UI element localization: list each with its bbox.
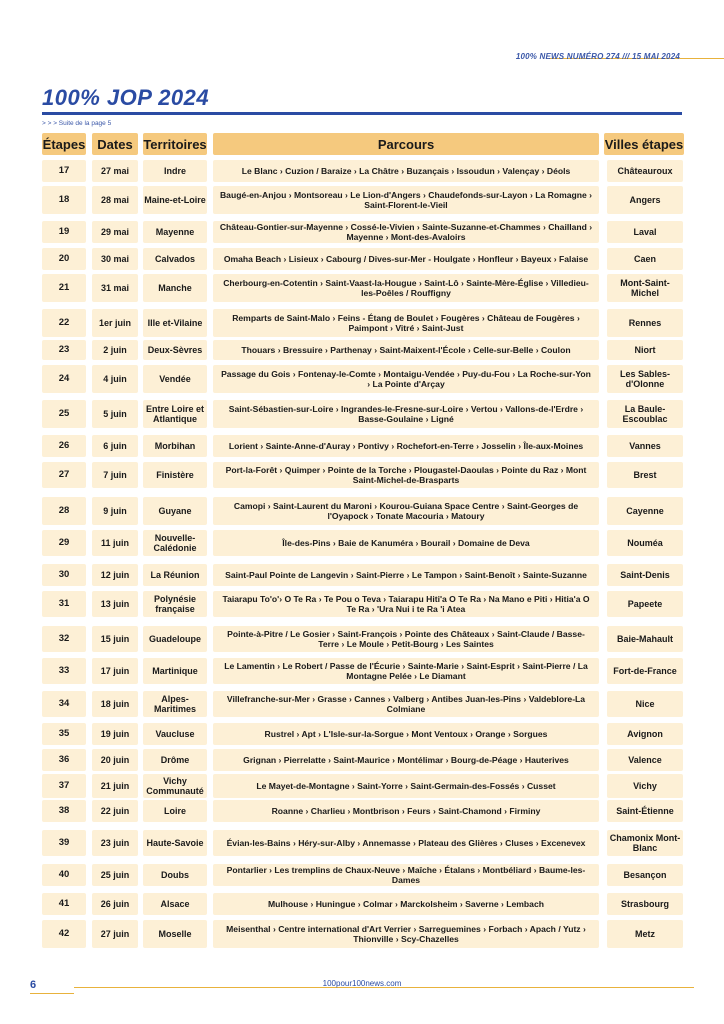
cell-territoire: Maine-et-Loire (143, 186, 207, 214)
cell-parcours: Cherbourg-en-Cotentin › Saint-Vaast-la-Hougue › Saint-Lô › Sainte-Mère-Église › Villedieu-les-Poêles / Rouffigny (213, 274, 599, 302)
table-row (0, 658, 724, 684)
cell-date: 9 juin (92, 497, 138, 525)
cell-territoire: Ille et-Vilaine (143, 309, 207, 337)
cell-etape: 22 (42, 309, 86, 337)
cell-etape: 38 (42, 800, 86, 822)
cell-parcours: Saint-Paul Pointe de Langevin › Saint-Pierre › Le Tampon › Saint-Benoît › Sainte-Suzanne (213, 564, 599, 586)
cell-ville: Chamonix Mont-Blanc (607, 830, 683, 856)
cell-territoire: Vichy Communauté (143, 774, 207, 798)
cell-ville: Cayenne (607, 497, 683, 525)
cell-ville: La Baule-Escoublac (607, 400, 683, 428)
table-row (0, 626, 724, 652)
cell-parcours: Grignan › Pierrelatte › Saint-Maurice › Montélimar › Bourg-de-Péage › Hauterives (213, 749, 599, 771)
section-title: 100% JOP 2024 (42, 85, 210, 110)
cell-ville: Papeete (607, 591, 683, 617)
cell-ville: Rennes (607, 309, 683, 337)
cell-date: 15 juin (92, 626, 138, 652)
cell-date: 31 mai (92, 274, 138, 302)
cell-parcours: Évian-les-Bains › Héry-sur-Alby › Annemasse › Plateau des Glières › Cluses › Excenevex (213, 830, 599, 856)
cell-territoire: Loire (143, 800, 207, 822)
column-header-dates: Dates (92, 133, 138, 155)
cell-etape: 36 (42, 749, 86, 771)
cell-etape: 19 (42, 221, 86, 243)
cell-etape: 21 (42, 274, 86, 302)
cell-territoire: Guadeloupe (143, 626, 207, 652)
cell-parcours: Port-la-Forêt › Quimper › Pointe de la Torche › Plougastel-Daoulas › Pointe du Raz › Mont Saint-Michel-de-Brasparts (213, 462, 599, 488)
cell-ville: Baie-Mahault (607, 626, 683, 652)
cell-territoire: Vaucluse (143, 723, 207, 745)
cell-date: 30 mai (92, 248, 138, 270)
cell-territoire: Polynésie française (143, 591, 207, 617)
cell-parcours: Meisenthal › Centre international d'Art Verrier › Sarreguemines › Forbach › Apach / Yutz › Thionville › Scy-Chazelles (213, 920, 599, 948)
cell-ville: Mont-Saint-Michel (607, 274, 683, 302)
cell-date: 6 juin (92, 435, 138, 457)
cell-territoire: Morbihan (143, 435, 207, 457)
cell-territoire: Entre Loire et Atlantique (143, 400, 207, 428)
table-row (0, 530, 724, 556)
cell-etape: 28 (42, 497, 86, 525)
cell-territoire: Deux-Sèvres (143, 340, 207, 360)
cell-etape: 25 (42, 400, 86, 428)
cell-parcours: Baugé-en-Anjou › Montsoreau › Le Lion-d'Angers › Chaudefonds-sur-Layon › La Romagne › Saint-Florent-le-Vieil (213, 186, 599, 214)
table-row (0, 497, 724, 525)
table-row (0, 800, 724, 822)
table-row (0, 830, 724, 856)
cell-etape: 20 (42, 248, 86, 270)
cell-ville: Châteauroux (607, 160, 683, 182)
cell-date: 28 mai (92, 186, 138, 214)
cell-etape: 40 (42, 864, 86, 886)
cell-etape: 23 (42, 340, 86, 360)
cell-date: 5 juin (92, 400, 138, 428)
cell-ville: Angers (607, 186, 683, 214)
cell-date: 19 juin (92, 723, 138, 745)
cell-ville: Niort (607, 340, 683, 360)
cell-date: 13 juin (92, 591, 138, 617)
cell-etape: 27 (42, 462, 86, 488)
cell-etape: 34 (42, 691, 86, 717)
cell-ville: Les Sables-d'Olonne (607, 365, 683, 393)
cell-ville: Besançon (607, 864, 683, 886)
table-row (0, 774, 724, 798)
cell-territoire: Haute-Savoie (143, 830, 207, 856)
table-row (0, 435, 724, 457)
cell-etape: 24 (42, 365, 86, 393)
cell-date: 1er juin (92, 309, 138, 337)
cell-date: 21 juin (92, 774, 138, 798)
table-row (0, 248, 724, 270)
cell-date: 27 juin (92, 920, 138, 948)
cell-parcours: Roanne › Charlieu › Montbrison › Feurs › Saint-Chamond › Firminy (213, 800, 599, 822)
cell-date: 23 juin (92, 830, 138, 856)
cell-ville: Nouméa (607, 530, 683, 556)
cell-etape: 26 (42, 435, 86, 457)
table-row (0, 591, 724, 617)
cell-parcours: Château-Gontier-sur-Mayenne › Cossé-le-Vivien › Sainte-Suzanne-et-Chammes › Chailland › Mayenne › Mont-des-Avaloirs (213, 221, 599, 243)
cell-parcours: Thouars › Bressuire › Parthenay › Saint-Maixent-l'École › Celle-sur-Belle › Coulon (213, 340, 599, 360)
cell-etape: 18 (42, 186, 86, 214)
cell-ville: Avignon (607, 723, 683, 745)
cell-date: 12 juin (92, 564, 138, 586)
cell-date: 7 juin (92, 462, 138, 488)
page-number: 6 (30, 979, 37, 991)
table-row (0, 340, 724, 360)
table-row (0, 864, 724, 886)
cell-etape: 33 (42, 658, 86, 684)
cell-ville: Strasbourg (607, 893, 683, 915)
cell-territoire: Mayenne (143, 221, 207, 243)
table-row (0, 400, 724, 428)
cell-territoire: Alpes-Maritimes (143, 691, 207, 717)
cell-territoire: Guyane (143, 497, 207, 525)
cell-territoire: Doubs (143, 864, 207, 886)
table-row (0, 723, 724, 745)
cell-territoire: La Réunion (143, 564, 207, 586)
cell-ville: Valence (607, 749, 683, 771)
cell-etape: 41 (42, 893, 86, 915)
cell-parcours: Remparts de Saint-Malo › Feins - Étang de Boulet › Fougères › Château de Fougères › Paimpont › Vitré › Saint-Just (213, 309, 599, 337)
cell-date: 22 juin (92, 800, 138, 822)
cell-parcours: Omaha Beach › Lisieux › Cabourg / Dives-sur-Mer - Houlgate › Honfleur › Bayeux › Falaise (213, 248, 599, 270)
cell-ville: Metz (607, 920, 683, 948)
cell-territoire: Finistère (143, 462, 207, 488)
cell-etape: 42 (42, 920, 86, 948)
column-header-etapes: Étapes (42, 133, 86, 155)
footer-rule-left (30, 993, 74, 994)
cell-date: 20 juin (92, 749, 138, 771)
cell-date: 25 juin (92, 864, 138, 886)
cell-etape: 39 (42, 830, 86, 856)
cell-etape: 29 (42, 530, 86, 556)
cell-parcours: Le Blanc › Cuzion / Baraize › La Châtre › Buzançais › Issoudun › Valençay › Déols (213, 160, 599, 182)
cell-date: 18 juin (92, 691, 138, 717)
cell-etape: 37 (42, 774, 86, 798)
table-row (0, 221, 724, 243)
cell-date: 27 mai (92, 160, 138, 182)
table-row (0, 749, 724, 771)
title-underline (42, 112, 682, 115)
cell-ville: Fort-de-France (607, 658, 683, 684)
cell-territoire: Martinique (143, 658, 207, 684)
issue-label: 100% NEWS NUMÉRO 274 /// 15 MAI 2024 (515, 52, 680, 61)
column-header-territoires: Territoires (143, 133, 207, 155)
continued-note: > > > Suite de la page 5 (42, 120, 112, 127)
cell-territoire: Calvados (143, 248, 207, 270)
table-row (0, 274, 724, 302)
table-row (0, 309, 724, 337)
cell-parcours: Pontarlier › Les tremplins de Chaux-Neuve › Maîche › Étalans › Montbéliard › Baume-les-Dames (213, 864, 599, 886)
cell-ville: Saint-Denis (607, 564, 683, 586)
cell-ville: Brest (607, 462, 683, 488)
table-row (0, 160, 724, 182)
cell-ville: Vichy (607, 774, 683, 798)
cell-parcours: Île-des-Pins › Baie de Kanuméra › Bourail › Domaine de Deva (213, 530, 599, 556)
cell-etape: 30 (42, 564, 86, 586)
table-row (0, 920, 724, 948)
cell-etape: 17 (42, 160, 86, 182)
cell-ville: Vannes (607, 435, 683, 457)
cell-date: 26 juin (92, 893, 138, 915)
cell-ville: Laval (607, 221, 683, 243)
cell-territoire: Drôme (143, 749, 207, 771)
cell-territoire: Alsace (143, 893, 207, 915)
cell-parcours: Le Lamentin › Le Robert / Passe de l'Écurie › Sainte-Marie › Saint-Esprit › Saint-Pierre / La Montagne Pelée › Le Diamant (213, 658, 599, 684)
table-row (0, 691, 724, 717)
cell-territoire: Indre (143, 160, 207, 182)
cell-date: 4 juin (92, 365, 138, 393)
cell-date: 17 juin (92, 658, 138, 684)
cell-parcours: Le Mayet-de-Montagne › Saint-Yorre › Saint-Germain-des-Fossés › Cusset (213, 774, 599, 798)
cell-territoire: Manche (143, 274, 207, 302)
cell-date: 29 mai (92, 221, 138, 243)
cell-date: 2 juin (92, 340, 138, 360)
cell-ville: Saint-Étienne (607, 800, 683, 822)
table-row (0, 186, 724, 214)
cell-parcours: Villefranche-sur-Mer › Grasse › Cannes › Valberg › Antibes Juan-les-Pins › Valdeblore-La Colmiane (213, 691, 599, 717)
cell-ville: Caen (607, 248, 683, 270)
table-row (0, 893, 724, 915)
cell-etape: 32 (42, 626, 86, 652)
table-row (0, 564, 724, 586)
cell-parcours: Mulhouse › Huningue › Colmar › Marckolsheim › Saverne › Lembach (213, 893, 599, 915)
table-row (0, 462, 724, 488)
cell-parcours: Passage du Gois › Fontenay-le-Comte › Montaigu-Vendée › Puy-du-Fou › La Roche-sur-Yon › La Pointe d'Arçay (213, 365, 599, 393)
column-header-parcours: Parcours (213, 133, 599, 155)
cell-etape: 35 (42, 723, 86, 745)
cell-parcours: Pointe-à-Pitre / Le Gosier › Saint-François › Pointe des Châteaux › Saint-Claude / Basse-Terre › Le Moule › Petit-Bourg › Les Saintes (213, 626, 599, 652)
footer-website: 100pour100news.com (322, 979, 402, 988)
cell-parcours: Taiarapu To'o'› O Te Ra › Te Pou o Teva › Taiarapu Hiti'a O Te Ra › Na Mano e Piti › Hitia'a O Te Ra › 'Ura Nui i te Ra 'i Atea (213, 591, 599, 617)
cell-ville: Nice (607, 691, 683, 717)
table-row (0, 365, 724, 393)
cell-territoire: Nouvelle-Calédonie (143, 530, 207, 556)
cell-parcours: Saint-Sébastien-sur-Loire › Ingrandes-le-Fresne-sur-Loire › Vertou › Vallons-de-l'Erdre › Basse-Goulaine › Ligné (213, 400, 599, 428)
cell-parcours: Lorient › Sainte-Anne-d'Auray › Pontivy › Rochefort-en-Terre › Josselin › Île-aux-Moines (213, 435, 599, 457)
cell-territoire: Moselle (143, 920, 207, 948)
cell-etape: 31 (42, 591, 86, 617)
cell-parcours: Camopi › Saint-Laurent du Maroni › Kourou-Guiana Space Centre › Saint-Georges de l'Oyapock › Tonate Macouria › Matoury (213, 497, 599, 525)
cell-territoire: Vendée (143, 365, 207, 393)
cell-parcours: Rustrel › Apt › L'Isle-sur-la-Sorgue › Mont Ventoux › Orange › Sorgues (213, 723, 599, 745)
cell-date: 11 juin (92, 530, 138, 556)
column-header-villes: Villes étapes (604, 133, 684, 155)
